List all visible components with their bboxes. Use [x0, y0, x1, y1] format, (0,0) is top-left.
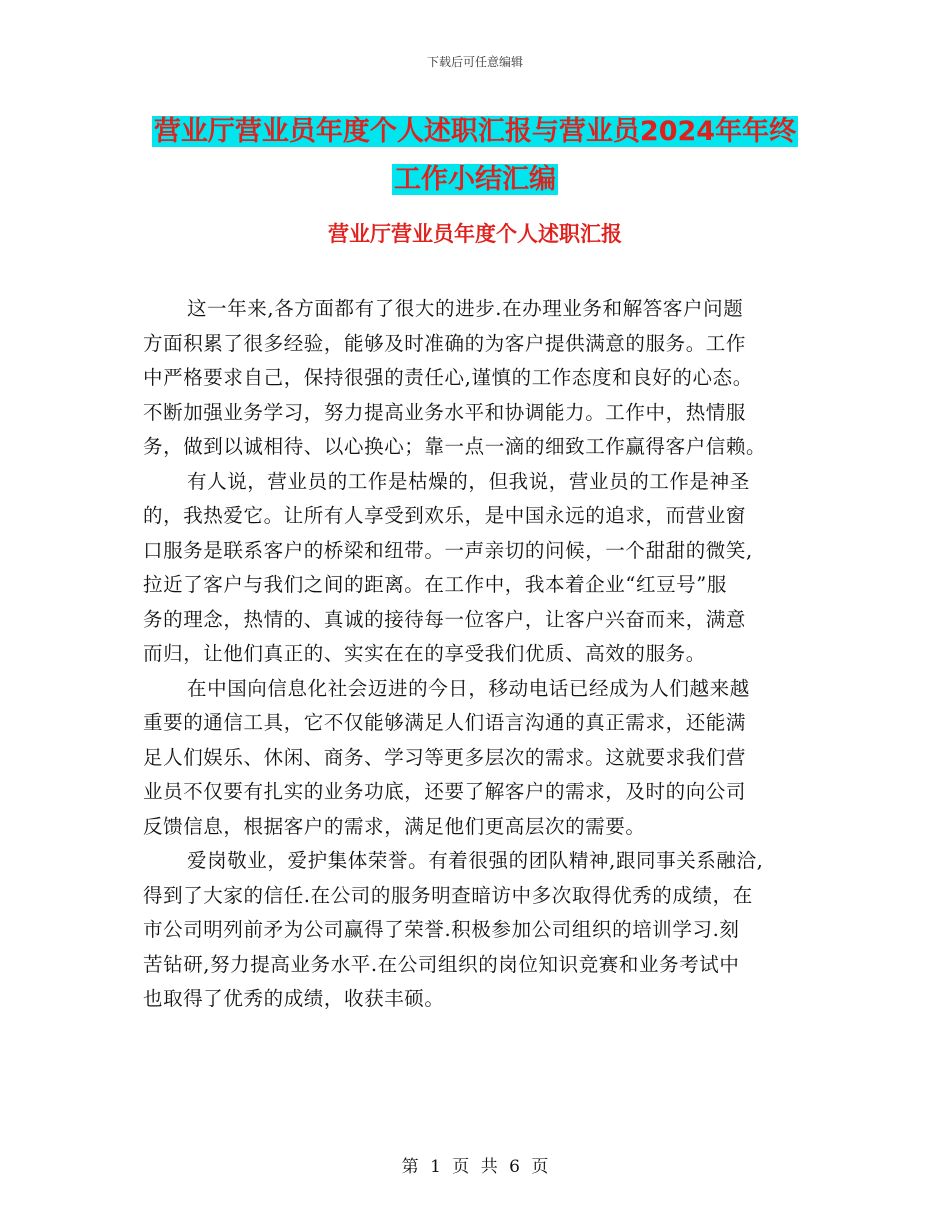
paragraph-line: 口服务是联系客户的桥梁和纽带。一声亲切的问候，一个甜甜的微笑,: [143, 538, 753, 562]
paragraph-line: 而归，让他们真正的、实实在在的享受我们优质、高效的服务。: [143, 642, 706, 665]
body-text: [143, 292, 811, 1017]
paragraph-line: 这一年来,各方面都有了很大的进步.在办理业务和解答客户问题: [187, 297, 744, 320]
paragraph-line: 的，我热爱它。让所有人享受到欢乐，是中国永远的追求，而营业窗: [143, 504, 747, 527]
paragraph-line: 也取得了优秀的成绩，收获丰硕。: [143, 987, 445, 1010]
paragraph-line: 务的理念，热情的、真诚的接待每一位客户，让客户兴奋而来，满意: [143, 607, 747, 631]
section-title: 营业厅营业员年度个人述职汇报: [328, 222, 622, 246]
paragraph-line: 有人说，营业员的工作是枯燥的，但我说，营业员的工作是神圣: [187, 469, 750, 493]
paragraph-line: 爱岗敬业，爱护集体荣誉。有着很强的团队精神,跟同事关系融洽,: [187, 849, 764, 872]
paragraph-line: 反馈信息，根据客户的需求，满足他们更高层次的需要。: [143, 814, 646, 838]
page-number-footer: 第 1 页 共 6 页: [401, 1157, 549, 1177]
paragraph-line: 拉近了客户与我们之间的距离。在工作中，我本着企业“红豆号”服: [143, 573, 727, 596]
document-title-line-2: 工作小结汇编: [394, 164, 556, 195]
document-title-line-1: 营业厅营业员年度个人述职汇报与营业员2024年年终: [153, 116, 797, 147]
paragraph-line: 苦钻研,努力提高业务水平.在公司组织的岗位知识竞赛和业务考试中: [143, 952, 740, 976]
paragraph-line: 市公司明列前矛为公司赢得了荣誉.积极参加公司组织的培训学习.刻: [143, 918, 740, 941]
paragraph-line: 得到了大家的信任.在公司的服务明查暗访中多次取得优秀的成绩，在: [143, 883, 753, 907]
paragraph-line: 务，做到以诚相待、以心换心；靠一点一滴的细致工作赢得客户信赖。: [143, 435, 767, 458]
paragraph-line: 不断加强业务学习，努力提高业务水平和协调能力。工作中，热情服: [143, 400, 747, 424]
paragraph-line: 中严格要求自己，保持很强的责任心,谨慎的工作态度和良好的心态。: [143, 366, 753, 389]
document-title: [0, 108, 950, 204]
paragraph-line: 在中国向信息化社会迈进的今日，移动电话已经成为人们越来越: [187, 676, 750, 700]
paragraph-line: 重要的通信工具，它不仅能够满足人们语言沟通的真正需求，还能满: [143, 711, 747, 734]
paragraph-line: 业员不仅要有扎实的业务功底，还要了解客户的需求，及时的向公司: [143, 780, 747, 803]
paragraph-line: 方面积累了很多经验，能够及时准确的为客户提供满意的服务。工作: [143, 331, 747, 355]
header-note: 下载后可任意编辑: [426, 55, 523, 69]
paragraph-line: 足人们娱乐、休闲、商务、学习等更多层次的需求。这就要求我们营: [143, 745, 747, 769]
